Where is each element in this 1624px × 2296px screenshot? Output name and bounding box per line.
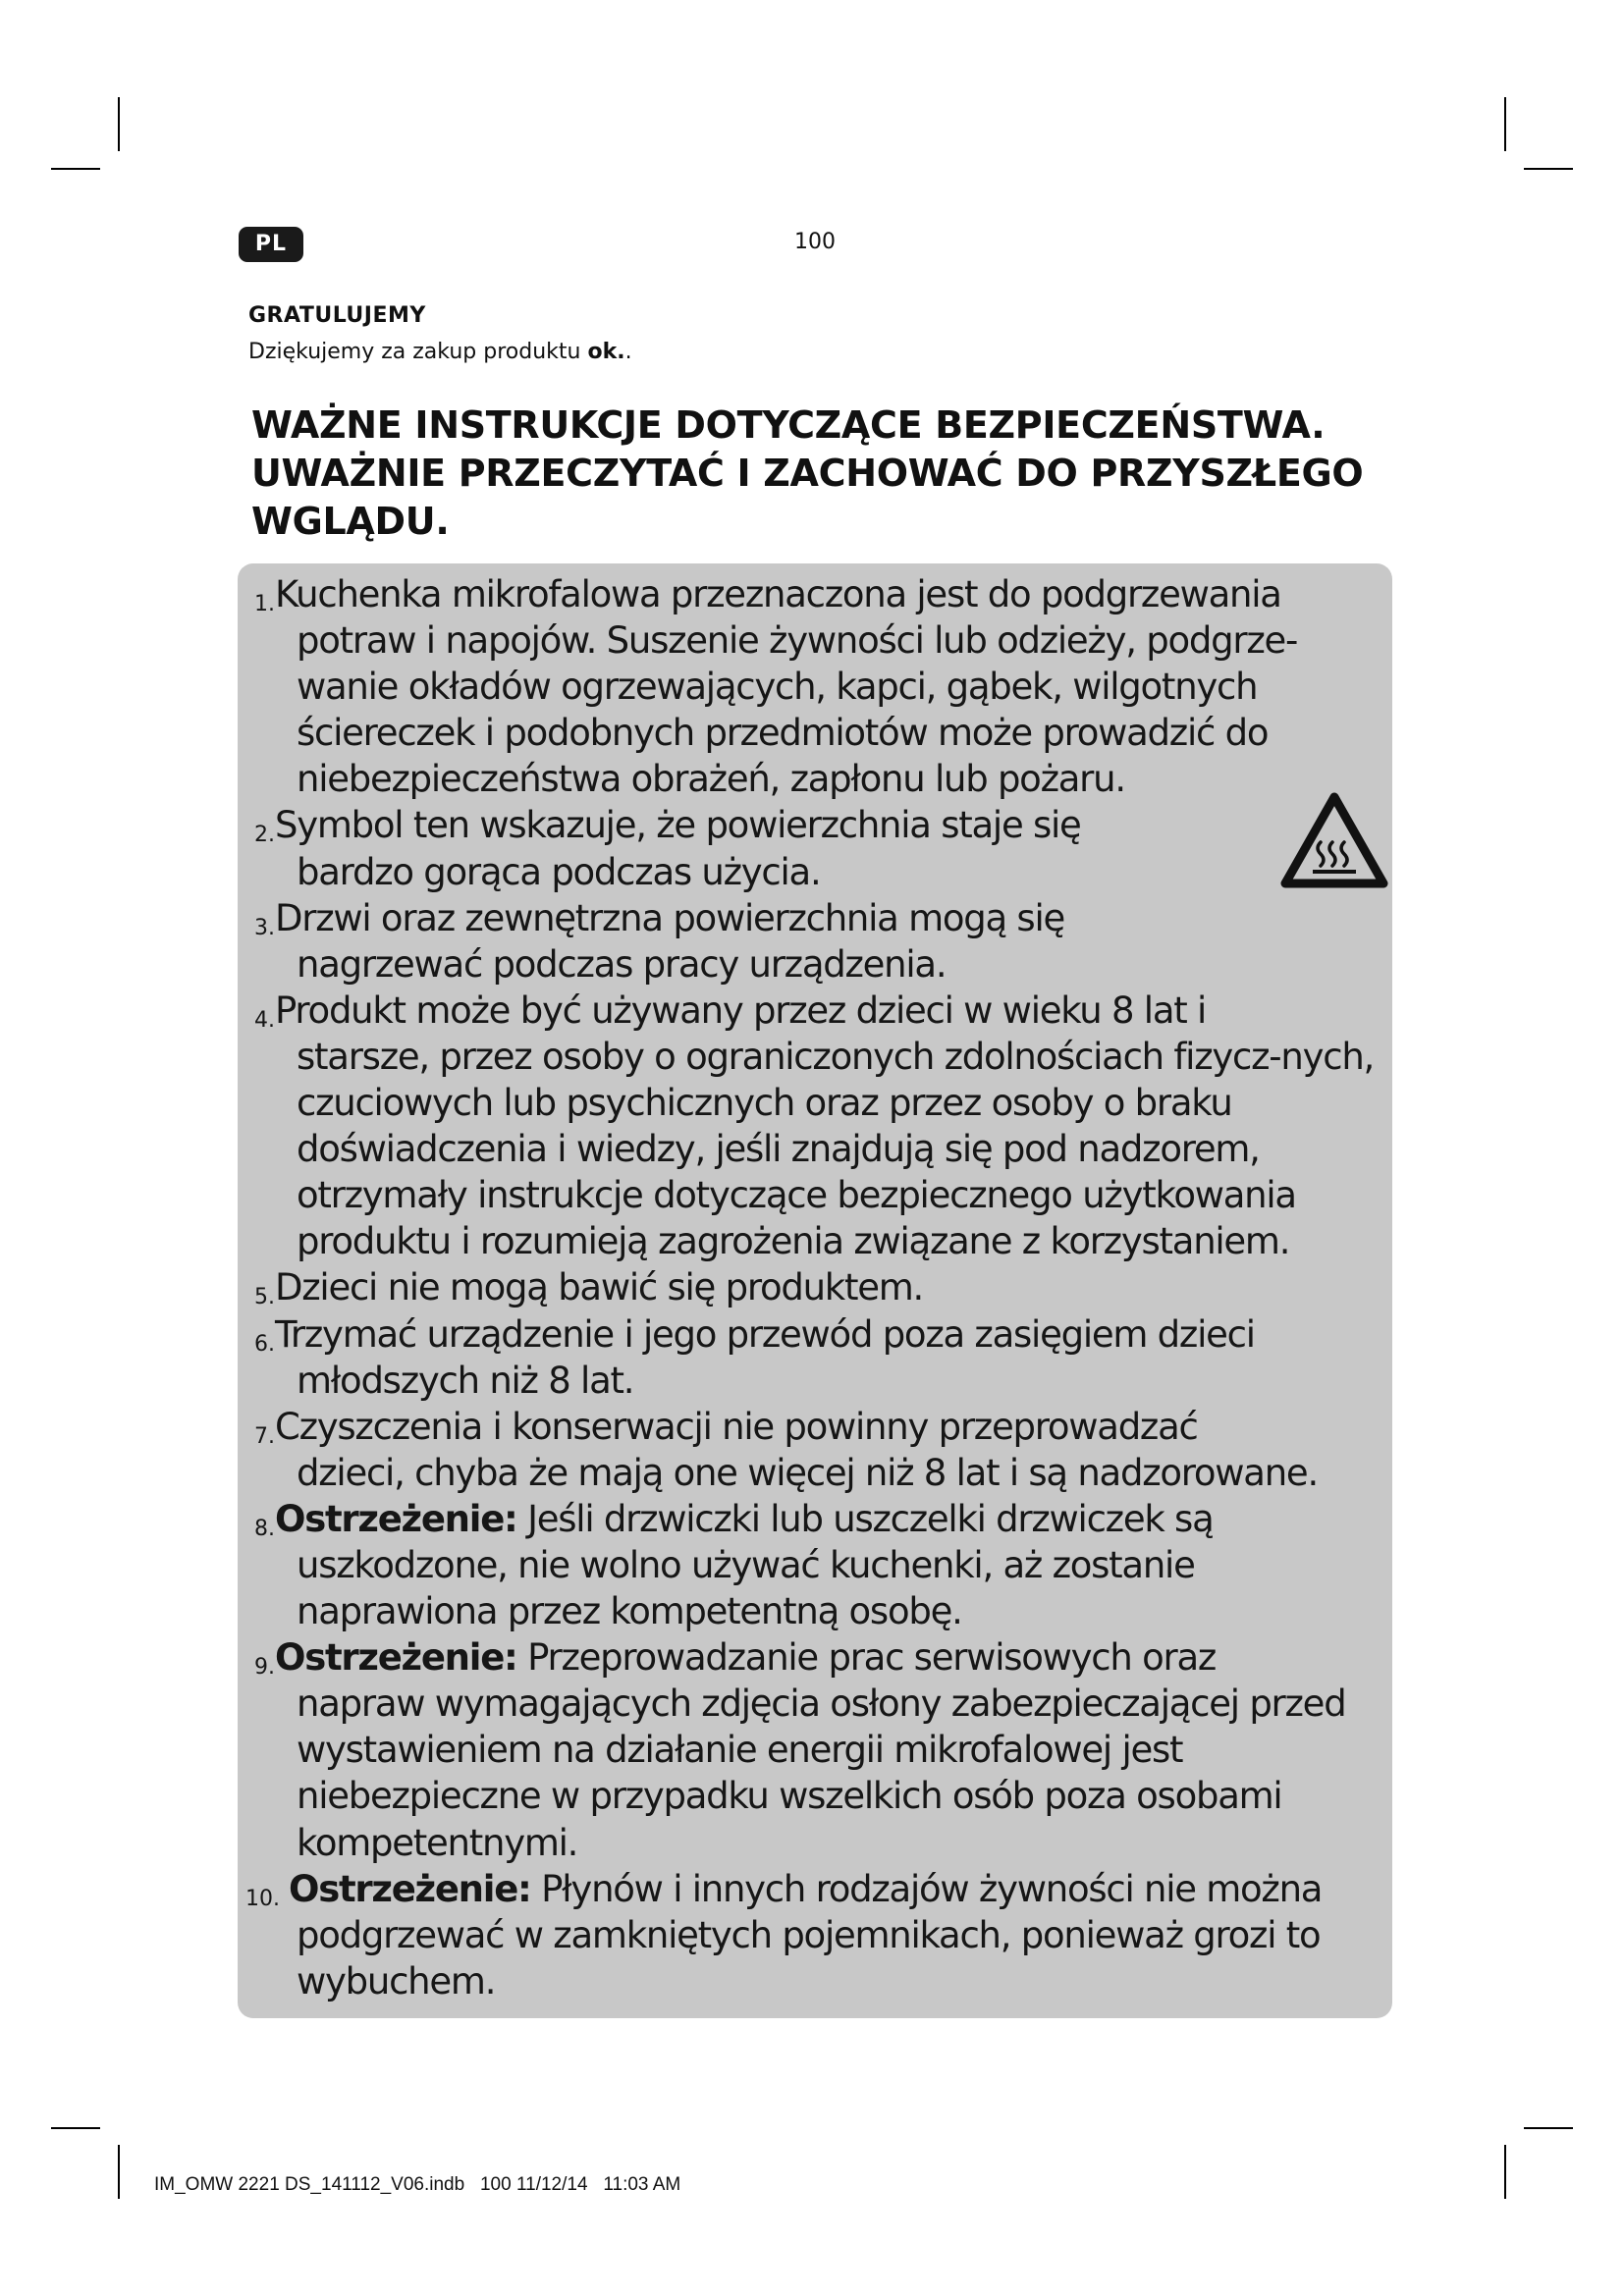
- crop-mark-top-right-vertical: [1504, 97, 1506, 151]
- page-number: 100: [794, 230, 836, 254]
- instruction-text: podgrzewać w zamkniętych pojemnikach, ponieważ grozi to wybuchem.: [297, 1913, 1321, 2002]
- congrats-title: GRATULUJEMY: [248, 303, 426, 328]
- instruction-text: młodszych niż 8 lat.: [297, 1359, 634, 1402]
- instruction-first-line: [275, 1496, 1384, 1542]
- hot-surface-warning-icon: [1279, 791, 1389, 891]
- instruction-first-line: Kuchenka mikrofalowa przeznaczona jest do podgrzewania: [275, 573, 1281, 615]
- instruction-first-line: Trzymać urządzenie i jego przewód poza zasięgiem dzieci: [275, 1312, 1255, 1356]
- instruction-number: 8.: [254, 1516, 275, 1541]
- instruction-text: potraw i napojów. Suszenie żywności lub odzieży, podgrze-wanie okładów ogrzewających, kapci, gąbek, wilgotnych ściereczek i podobnych przedmiotów może prowadzić do niebezpieczeństwa obrażeń, zapłonu lub pożaru.: [297, 619, 1298, 801]
- instruction-number: 10.: [245, 1886, 280, 1911]
- instruction-item-5: [245, 1264, 1384, 1310]
- thanks-text: Dziękujemy za zakup produktu: [248, 340, 588, 364]
- instruction-item-1: [245, 571, 1384, 802]
- thanks-line: [248, 340, 632, 364]
- safety-heading: [251, 401, 1410, 546]
- instruction-first-line: [289, 1866, 1384, 1912]
- instruction-item-9: [245, 1634, 1384, 1865]
- instruction-number: 3.: [254, 915, 275, 940]
- instruction-number: 2.: [254, 823, 275, 848]
- crop-mark-bottom-right-horizontal: [1524, 2127, 1573, 2129]
- crop-mark-top-left-vertical: [118, 97, 120, 151]
- instruction-text: dzieci, chyba że mają one więcej niż 8 lat i są nadzorowane.: [297, 1451, 1318, 1494]
- instruction-item-10: [245, 1866, 1384, 2004]
- safety-heading-line-3: WGLĄDU.: [251, 500, 450, 543]
- instruction-number: 1.: [254, 592, 275, 616]
- instruction-text: bardzo gorąca podczas użycia.: [297, 850, 821, 893]
- print-info-footer: IM_OMW 2221 DS_141112_V06.indb 100 11/12/14 11:03 AM: [154, 2174, 681, 2195]
- instruction-text: napraw wymagających zdjęcia osłony zabezpieczającej przed wystawieniem na działanie energii mikrofalowej jest niebezpieczne w przypadku wszelkich osób poza osobami kompetentnymi.: [297, 1682, 1346, 1864]
- brand-name: ok.: [587, 340, 625, 364]
- instruction-number: 9.: [254, 1655, 275, 1681]
- instruction-item-8: [245, 1496, 1384, 1634]
- crop-mark-bottom-right-vertical: [1504, 2145, 1506, 2199]
- crop-mark-top-left-horizontal: [51, 168, 100, 170]
- safety-heading-line-2: UWAŻNIE PRZECZYTAĆ I ZACHOWAĆ DO PRZYSZŁEGO: [251, 452, 1364, 495]
- crop-mark-bottom-left-vertical: [118, 2145, 120, 2199]
- language-badge: PL: [239, 227, 303, 262]
- warning-label: Ostrzeżenie:: [275, 1636, 517, 1680]
- thanks-suffix: .: [624, 340, 632, 364]
- instruction-first-line: Produkt może być używany przez dzieci w wieku 8 lat i: [275, 988, 1207, 1032]
- warning-text: Przeprowadzanie prac serwisowych oraz: [516, 1636, 1217, 1680]
- instruction-first-line: Dzieci nie mogą bawić się produktem.: [275, 1266, 924, 1309]
- instruction-text: uszkodzone, nie wolno używać kuchenki, aż zostanie naprawiona przez kompetentną osobę.: [297, 1543, 1195, 1633]
- instruction-text: starsze, przez osoby o ograniczonych zdolnościach fizycz-nych, czuciowych lub psychicznych oraz przez osoby o braku doświadczenia i wiedzy, jeśli znajdują się pod nadzorem, otrzymały instrukcje dotyczące bezpiecznego użytkowania produktu i rozumieją zagrożenia związane z korzystaniem.: [297, 1035, 1375, 1263]
- instruction-first-line: Czyszczenia i konserwacji nie powinny przeprowadzać: [275, 1405, 1198, 1448]
- instruction-number: 6.: [254, 1331, 275, 1357]
- instruction-number: 7.: [254, 1423, 275, 1449]
- instruction-item-2: [245, 802, 1384, 894]
- instruction-item-4: [245, 988, 1384, 1265]
- safety-heading-line-1: WAŻNE INSTRUKCJE DOTYCZĄCE BEZPIECZEŃSTWA.: [251, 403, 1326, 447]
- instruction-item-7: [245, 1404, 1384, 1496]
- instruction-list: [245, 571, 1384, 2004]
- instruction-first-line: [275, 1634, 1384, 1681]
- instruction-number: 4.: [254, 1007, 275, 1033]
- crop-mark-top-right-horizontal: [1524, 168, 1573, 170]
- warning-text: Płynów i innych rodzajów żywności nie można: [530, 1867, 1323, 1910]
- warning-label: Ostrzeżenie:: [275, 1497, 517, 1540]
- instruction-first-line: Symbol ten wskazuje, że powierzchnia staje się: [275, 804, 1081, 847]
- instruction-text: nagrzewać podczas pracy urządzenia.: [297, 942, 947, 986]
- instruction-item-3: [245, 895, 1384, 988]
- warning-label: Ostrzeżenie:: [289, 1867, 531, 1910]
- crop-mark-bottom-left-horizontal: [51, 2127, 100, 2129]
- instruction-number: 5.: [254, 1285, 275, 1310]
- instruction-item-6: [245, 1311, 1384, 1404]
- instruction-first-line: Drzwi oraz zewnętrzna powierzchnia mogą się: [275, 896, 1065, 939]
- warning-text: Jeśli drzwiczki lub uszczelki drzwiczek są: [516, 1497, 1214, 1540]
